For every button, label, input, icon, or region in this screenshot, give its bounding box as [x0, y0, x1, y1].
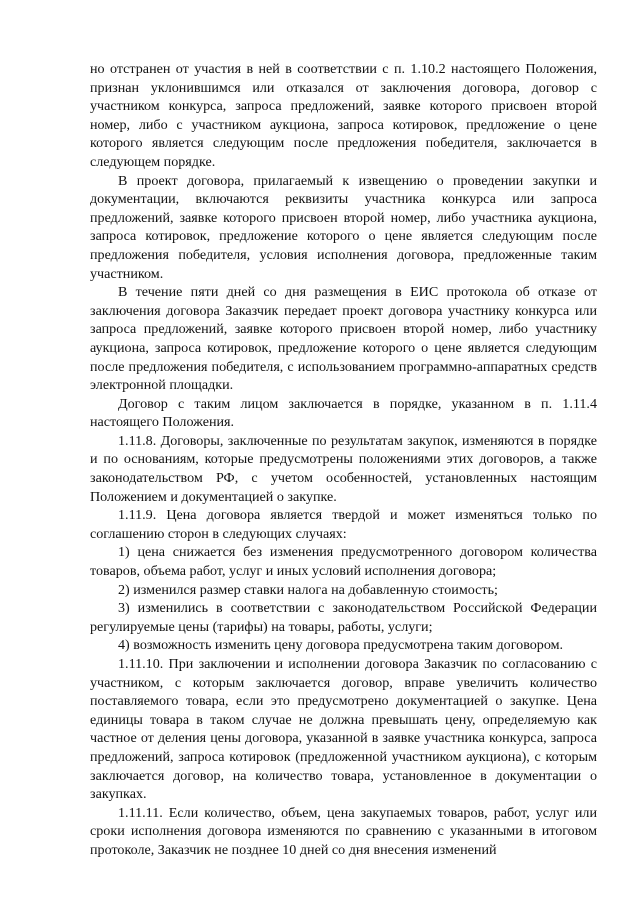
list-item-1: 1) цена снижается без изменения предусмотренного договором количества товаров, объема работ, услуг и иных условий исполнения договора; — [90, 544, 597, 580]
paragraph-continuation: но отстранен от участия в ней в соответствии с п. 1.10.2 настоящего Положения, признан уклонившимся или отказался от заключения договора, договор с участником конкурса, запроса предложений, заявке которого присвоен второй номер, либо с участником аукциона, запроса котировок, предложение о цене которого является следующим после предложения победителя, заключается в следующем порядке. — [90, 61, 597, 170]
clause-1-11-8: 1.11.8. Договоры, заключенные по результатам закупок, изменяются в порядке и по основаниям, которые предусмотрены положениями этих договоров, а также законодательством РФ, с учетом особенностей, установленных настоящим Положением и документацией о закупке. — [90, 432, 597, 505]
list-item-3: 3) изменились в соответствии с законодательством Российской Федерации регулируемые цены (тарифы) на товары, работы, услуги; — [90, 600, 597, 635]
paragraph-five-days: В течение пяти дней со дня размещения в ЕИС протокола об отказе от заключения договора Заказчик передает проект договора участнику конкурса или запроса предложений, заявке которого присвоен второй номер, либо участнику аукциона, запроса котировок, предложение которого о цене является следующим после предложения победителя, с использованием программно-аппаратных средств электронной площадки. — [90, 284, 597, 394]
clause-1-11-9: 1.11.9. Цена договора является твердой и может изменяться только по соглашению сторон в следующих случаях: — [90, 507, 597, 542]
list-item-4: 4) возможность изменить цену договора предусмотрена таким договором. — [118, 637, 564, 654]
clause-1-11-11: 1.11.11. Если количество, объем, цена закупаемых товаров, работ, услуг или сроки исполнения договора изменяются по сравнению с указанными в итоговом протоколе, Заказчик не позднее 10 дней со дня внесения изменений — [90, 804, 597, 858]
paragraph-contract-order: Договор с таким лицом заключается в порядке, указанном в п. 1.11.4 настоящего Положения. — [90, 395, 597, 431]
document-page — [90, 60, 597, 860]
paragraph-contract-draft: В проект договора, прилагаемый к извещению о проведении закупки и документации, включаются реквизиты участника конкурса или запроса предложений, заявке которого присвоен второй номер, либо участника аукциона, запроса котировок, предложение которого о цене является следующим после предложения победителя, условия исполнения договора, предложенные таким участником. — [90, 172, 597, 282]
list-item-2: 2) изменился размер ставки налога на добавленную стоимость; — [118, 581, 498, 598]
clause-1-11-10: 1.11.10. При заключении и исполнении договора Заказчик по согласованию с участником, с которым заключается договор, вправе увеличить количество поставляемого товара, если это предусмотрено документацией о закупке. Цена единицы товара в таком случае не должна превышать цену, определяемую как частное от деления цены договора, указанной в заявке участника конкурса, запроса предложений, запроса котировок (предложенной участником аукциона), с которым заключается договор, на количество товара, установленное в документации о закупках. — [90, 656, 597, 803]
